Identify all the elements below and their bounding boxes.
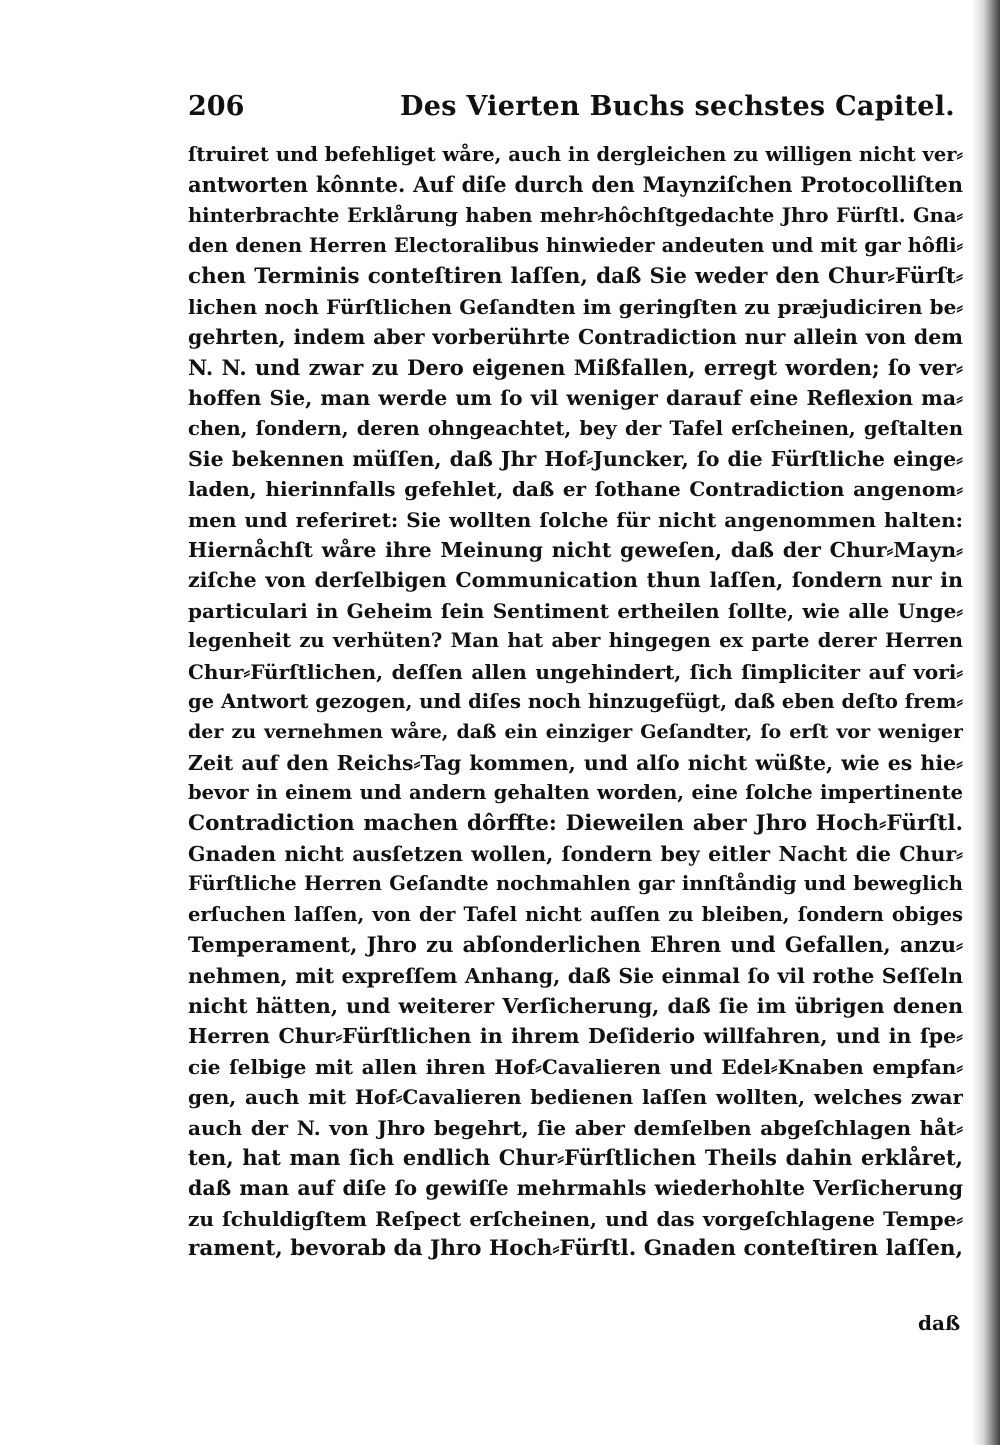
text-line: Sie bekennen müſſen, daß Jhr Hof⸗Juncker, ſo die Fürſtliche einge⸗ [188,446,963,471]
text-line: ge Antwort gezogen, und diſes noch hinzugefügt, daß eben deſto frem⸗ [188,690,963,714]
text-line: daß man auf diſe ſo gewiſſe mehrmahls wiederhohlte Verſicherung [188,1176,963,1201]
text-line: nicht hätten, und weiterer Verſicherung, daß ſie im übrigen denen [188,993,963,1018]
text-line: zu ſchuldigſtem Reſpect erſcheinen, und das vorgeſchlagene Tempe⸗ [188,1206,963,1231]
page-header [188,86,968,128]
page-edge-shadow [972,0,1000,1445]
text-line: chen Terminis conteſtiren laſſen, daß Sie weder den Chur⸗Fürſt⸗ [188,263,963,289]
text-line: ſtruiret und befehliget wåre, auch in dergleichen zu willigen nicht ver⸗ [188,143,963,166]
text-line: Fürſtliche Herren Geſandte nochmahlen gar innſtåndig und beweglich [188,872,963,896]
text-line: erſuchen laſſen, von der Tafel nicht auſſen zu bleiben, ſondern obiges [188,902,963,926]
text-line: Herren Chur⸗Fürſtlichen in ihrem Deſiderio willfahren, und in ſpe⸗ [188,1024,963,1049]
text-line: der zu vernehmen wåre, daß ein einziger Geſandter, ſo erſt vor weniger [188,721,963,744]
body-text [188,140,963,1264]
text-line: bevor in einem und andern gehalten worden, eine ſolche impertinente [188,781,963,805]
text-line: ten, hat man ſich endlich Chur⸗Fürſtlichen Theils dahin erklåret, [188,1144,963,1170]
text-line: men und referiret: Sie wollten ſolche für nicht angenommen halten: [188,507,963,532]
text-line: chen, ſondern, deren ohngeachtet, bey der Tafel erſcheinen, geſtalten [188,416,963,440]
text-line: den denen Herren Electoralibus hinwieder andeuten und mit gar hôfli⸗ [188,234,963,258]
text-line: auch der N. von Jhro begehrt, ſie aber demſelben abgeſchlagen håt⸗ [188,1115,963,1140]
text-line: Gnaden nicht ausſetzen wollen, ſondern bey eitler Nacht die Chur⸗ [188,841,963,866]
page-number: 206 [188,91,245,122]
text-line: ziſche von derſelbigen Communication thun laſſen, ſondern nur in [188,568,963,593]
text-line: Hiernåchſt wåre ihre Meinung nicht geweſen, daß der Chur⸗Mayn⸗ [188,538,963,563]
running-head: Des Vierten Buchs sechstes Capitel. [400,91,955,122]
text-line: particulari in Geheim ſein Sentiment ertheilen ſollte, wie alle Unge⸗ [188,598,963,623]
text-line: laden, hierinnfalls gefehlet, daß er ſothane Contradiction angenom⸗ [188,477,963,502]
text-line: rament, bevorab da Jhro Hoch⸗Fürſtl. Gnaden conteſtiren laſſen, [188,1236,963,1262]
text-line: gehrten, indem aber vorberührte Contradiction nur allein von dem [188,325,963,350]
text-line: gen, auch mit Hof⸗Cavalieren bedienen laſſen wollten, welches zwar [188,1085,963,1110]
text-line: Zeit auf den Reichs⸗Tag kommen, und alſo nicht wüßte, wie es hie⸗ [188,750,963,775]
text-line: hoffen Sie, man werde um ſo vil weniger darauf eine Reflexion ma⸗ [188,386,963,411]
text-line: Contradiction machen dôrffte: Dieweilen aber Jhro Hoch⸗Fürſtl. [188,810,963,836]
text-line: N. N. und zwar zu Dero eigenen Mißfallen, erregt worden; ſo ver⸗ [188,354,963,380]
text-line: Temperament, Jhro zu abſonderlichen Ehren und Gefallen, anzu⸗ [188,932,963,958]
text-line: nehmen, mit expreſſem Anhang, daß Sie einmal ſo vil rothe Seſſeln [188,963,963,988]
text-line: legenheit zu verhüten? Man hat aber hingegen ex parte derer Herren [188,629,963,653]
text-line: hinterbrachte Erklårung haben mehr⸗hôchſtgedachte Jhro Fürſtl. Gna⸗ [188,203,963,227]
text-line: Chur⸗Fürſtlichen, deſſen allen ungehindert, ſich ſimpliciter auf vori⸗ [188,659,963,684]
text-line: cie ſelbige mit allen ihren Hof⸗Cavalieren und Edel⸗Knaben empfan⸗ [188,1054,963,1079]
catchword: daß [918,1311,961,1335]
text-line: lichen noch Fürſtlichen Geſandten im geringſten zu præjudiciren be⸗ [188,294,963,319]
text-line: antworten kônnte. Auf diſe durch den Maynziſchen Protocolliſten [188,172,963,198]
